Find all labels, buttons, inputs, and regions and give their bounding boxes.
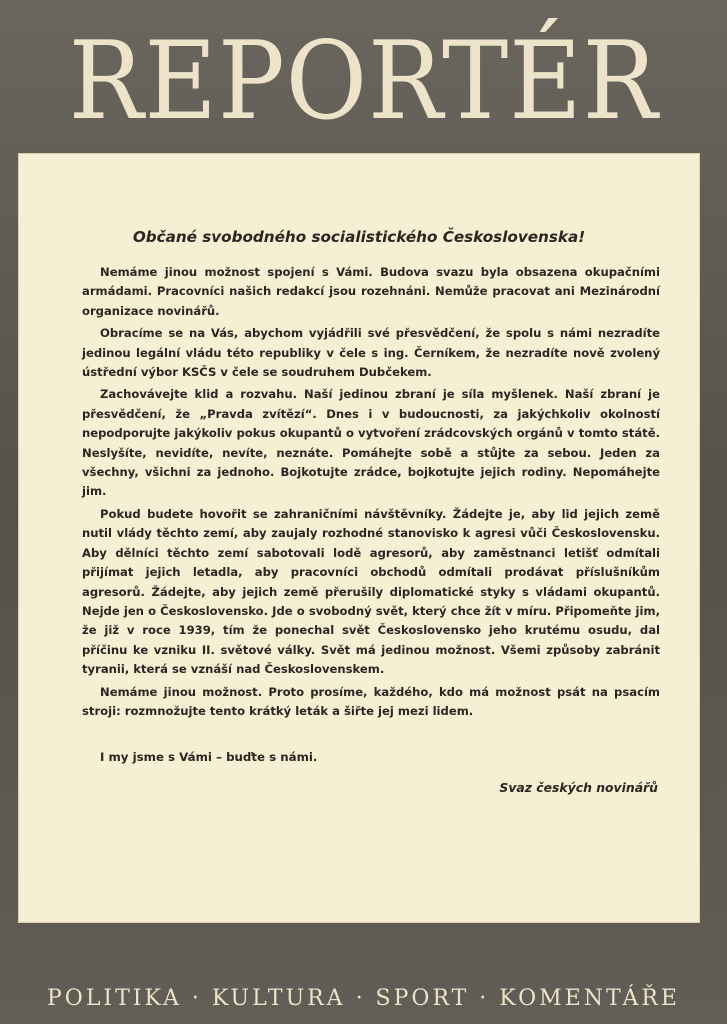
footer-tagline: POLITIKA · KULTURA · SPORT · KOMENTÁŘE [46,986,680,1011]
paragraph-2: Obracíme se na Vás, abychom vyjádřili své přesvědčení, že spolu s námi nezradíte jedinou legální vládu této republiky v čele s ing. Černíkem, že nezradíte nově zvolený ústřední výbor KSČS v čele se soudruhem Dubčekem. [82,326,660,380]
paragraph-5: Nemáme jinou možnost. Proto prosíme, každého, kdo má možnost psát na psacím stroji: rozmnožujte tento krátký leták a šiřte jej mezi lidem. [82,684,660,718]
leaflet-sheet [18,153,700,923]
paragraph-3: Zachovávejte klid a rozvahu. Naší jedinou zbraní je síla myšlenek. Naší zbraní je přesvědčení, že „Pravda zvítězí“. Dnes i v budoucnosti, za jakýchkoliv okolností nepodporujte jakýkoliv pokus okupantů o vytvoření zrádcovských orgánů v tomto státě. Neslyšíte, nevidíte, nevíte, neznáte. Pomáhejte sobě a stůjte za sebou. Jeden za všechny, všichni za jednoho. Bojkotujte zrádce, bojkotujte jejich rodiny. Nepomáhejte jim. [82,387,660,499]
masthead-title: REPORTÉR [68,19,659,144]
paragraph-1: Nemáme jinou možnost spojení s Vámi. Budova svazu byla obsazena okupačními armádami. Pracovníci našich redakcí jsou rozehnáni. Nemůže pracovat ani Mezinárodní organizace novinářů. [82,265,660,318]
closing-line: I my jsme s Vámi – buďte s námi. [100,750,318,764]
leaflet-body [82,263,660,724]
signature: Svaz českých novinářů [499,780,658,795]
leaflet-headline: Občané svobodného socialistického Československa! [132,228,586,246]
paragraph-4: Pokud budete hovořit se zahraničními návštěvníky. Žádejte je, aby lid jejich země nutil vlády těchto zemí, aby zaujaly rozhodné stanovisko k agresi vůči Československu. Aby dělníci těchto zemí sabotovali lodě agresorů, aby zaměstnanci letišť odmítali přijímat jejich letadla, aby pracovníci obchodů odmítali prodávat příslušníkům agresorů. Žádejte, aby jejich země přerušily diplomatické styky s vládami okupantů. Nejde jen o Československo. Jde o svobodný svět, který chce žít v míru. Připomeňte jim, že již v roce 1939, tím že ponechal svět Československo jeho krutému osudu, dal příčinu ke vzniku II. světové války. Svět má jedinou možnost. Všemi způsoby zabránit tyranii, která se vznáší nad Československem. [82,506,660,677]
